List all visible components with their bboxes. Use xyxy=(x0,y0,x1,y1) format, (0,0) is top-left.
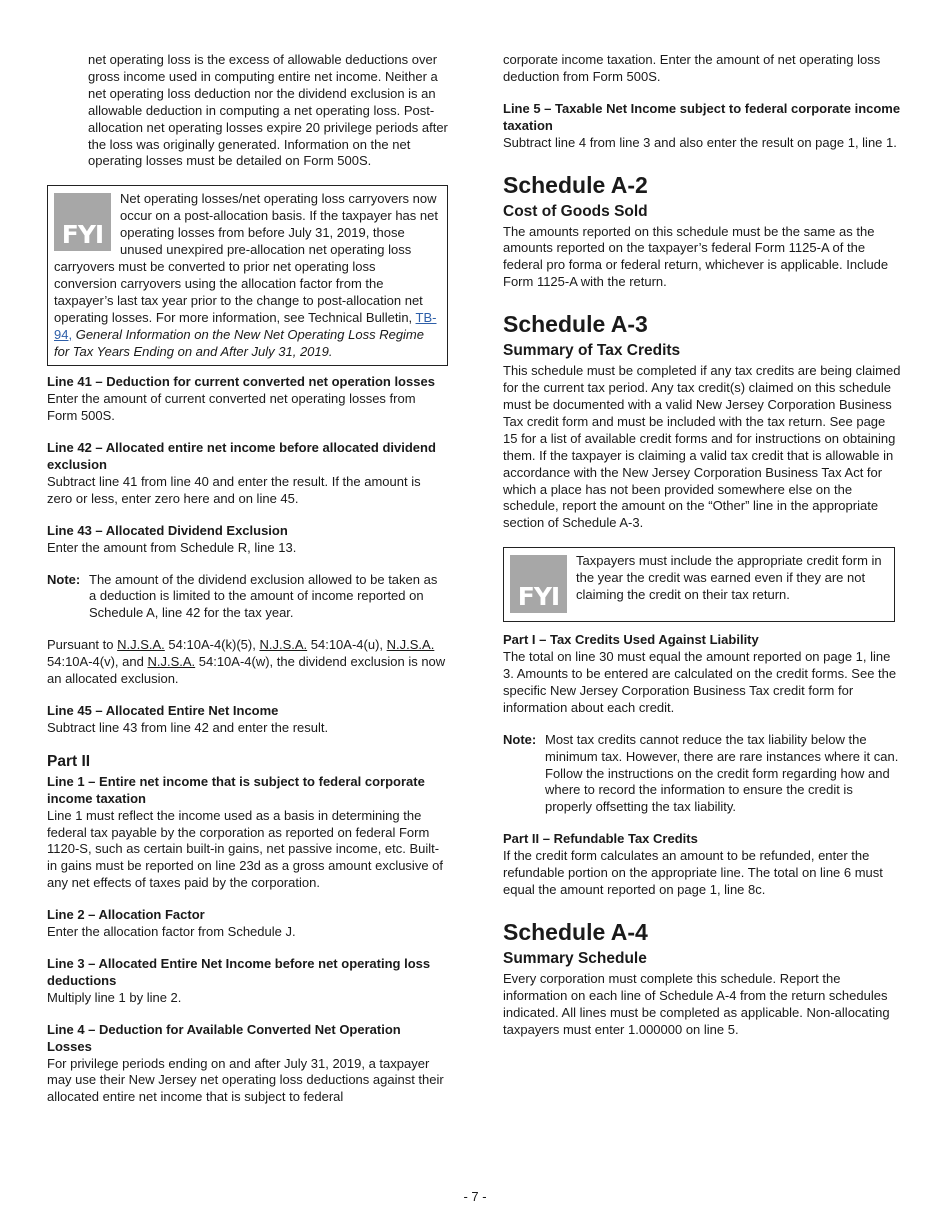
line-43-body: Enter the amount from Schedule R, line 13. xyxy=(47,539,297,555)
part2-line-3-title: Line 3 – Allocated Entire Net Income before net operating loss deductions xyxy=(47,955,431,988)
line-45-body: Subtract line 43 from line 42 and enter the result. xyxy=(47,719,329,735)
line-41-title: Line 41 – Deduction for current converted net operation losses xyxy=(47,374,435,390)
part2-line-4-body: For privilege periods ending on and after July 31, 2019, a taxpayer may use their New Jersey net operating loss deductions against their allocated entire net income that is subject to federal xyxy=(47,1055,444,1105)
part-ii-body: If the credit form calculates an amount to be refunded, enter the refundable portion on the appropriate line. The total on line 6 must equal the amount reported on page 1, line 8c. xyxy=(503,848,883,897)
page-number: - 7 - xyxy=(463,1189,487,1204)
part2-line-1-body: Line 1 must reflect the income used as a basis in determining the federal tax payable by the corporation as reported on federal Form 1120-S, such as certain built-in gains, net passive income, etc. Built-in gains must be reported on line 23d as a gross amount exclusive of any net effects of taxes paid by the corporation. xyxy=(47,807,444,891)
line-42-section xyxy=(47,440,448,508)
line-42-body: Subtract line 41 from line 40 and enter the result. If the amount is zero or less, enter zero here and on line 45. xyxy=(47,473,421,506)
schedule-a2-subheading: Cost of Goods Sold xyxy=(503,202,648,220)
line-41-section xyxy=(47,374,448,425)
part-i-section xyxy=(503,632,903,717)
part2-line-1-title: Line 1 – Entire net income that is subject to federal corporate income taxation xyxy=(47,773,425,806)
pursuant-paragraph: Pursuant to N.J.S.A. 54:10A-4(k)(5), N.J.S.A. 54:10A-4(u), N.J.S.A. 54:10A-4(v), and N.J.S.A. 54:10A-4(w), the dividend exclusion is now an allocated exclusion. xyxy=(47,637,446,687)
part2-line-4-title: Line 4 – Deduction for Available Converted Net Operation Losses xyxy=(47,1021,401,1054)
note-text: The amount of the dividend exclusion allowed to be taken as a deduction is limited to the amount of income reported on Schedule A, line 42 for the tax year. xyxy=(89,571,438,621)
part-i-title: Part I – Tax Credits Used Against Liability xyxy=(503,632,759,648)
left-column xyxy=(47,52,448,1121)
schedule-a2-body: The amounts reported on this schedule must be the same as the amounts reported on the taxpayer’s federal Form 1125-A of the federal pro forma or federal return, whichever is applicable. Include Form 1125-A with the return. xyxy=(503,223,889,290)
line-43-title: Line 43 – Allocated Dividend Exclusion xyxy=(47,522,288,538)
fyi-text: Taxpayers must include the appropriate credit form in the year the credit was earned even if they are not claiming the credit on their tax return. xyxy=(576,553,882,603)
part-ii-title: Part II – Refundable Tax Credits xyxy=(503,831,698,847)
tb-94-link[interactable]: TB-94, xyxy=(54,309,437,342)
nol-intro-paragraph: net operating loss is the excess of allowable deductions over gross income used in computing entire net income. Neither a net operating loss deduction nor the dividend exclusion is an allowable deduction in computing a net operating loss. Post-allocation net operating losses expire 20 privilege periods after the loss was originally generated. Information on the net operating losses must be detailed on Form 500S. xyxy=(88,52,448,169)
schedule-a3-heading: Schedule A-3 xyxy=(503,311,648,338)
part2-line-3-body: Multiply line 1 by line 2. xyxy=(47,989,182,1005)
fyi-bulletin-title: General Information on the New Net Operating Loss Regime for Tax Years Ending on and After July 31, 2019. xyxy=(54,326,424,359)
schedule-a2-heading: Schedule A-2 xyxy=(503,171,648,198)
part2-line-3-section xyxy=(47,956,448,1007)
line-45-title: Line 45 – Allocated Entire Net Income xyxy=(47,703,279,718)
fyi-box-credits xyxy=(503,547,895,622)
line-42-title: Line 42 – Allocated entire net income before allocated dividend exclusion xyxy=(47,440,436,473)
line-45-section xyxy=(47,703,448,737)
fyi-icon: FYI xyxy=(510,555,567,613)
line-41-body: Enter the amount of current converted net operating losses from Form 500S. xyxy=(47,391,416,424)
fyi-box-nol xyxy=(47,185,448,366)
part2-line-2-section xyxy=(47,907,448,941)
note-label: Note: xyxy=(47,571,81,587)
note-label: Note: xyxy=(503,731,537,747)
fyi-icon: FYI xyxy=(54,193,111,251)
right-column xyxy=(503,52,903,1054)
line-5-body: Subtract line 4 from line 3 and also enter the result on page 1, line 1. xyxy=(503,134,897,150)
line-5-title: Line 5 – Taxable Net Income subject to federal corporate income taxation xyxy=(503,100,901,133)
schedule-a3-subheading: Summary of Tax Credits xyxy=(503,342,681,360)
part2-line-1-section xyxy=(47,774,448,892)
part2-line-2-title: Line 2 – Allocation Factor xyxy=(47,907,205,923)
fyi-text: Net operating losses/net operating loss carryovers now occur on a post-allocation basis. If the taxpayer has net operating losses from before July 31, 2019, those unused unexpired pre-allocation net operating loss carryovers must be converted to prior net operating loss conversion carryovers using the allocation factor from the taxpayer’s last tax year prior to the change to post-allocation net operating losses. For more information, see Technical Bulletin, xyxy=(54,191,438,325)
part-i-body: The total on line 30 must equal the amount reported on page 1, line 3. Amounts to be entered are calculated on the credit forms. See the specific New Jersey Corporation Business Tax credit form for information about each credit. xyxy=(503,649,897,715)
note-text: Most tax credits cannot reduce the tax liability below the minimum tax. However, there are rare instances where it can. Follow the instructions on the credit form regarding how and where to record the information to ensure the credit is properly offsetting the tax liability. xyxy=(545,731,899,815)
dividend-note xyxy=(47,572,448,623)
schedule-a4-body: Every corporation must complete this schedule. Report the information on each line of Schedule A-4 from the return schedules indicated. All lines must be completed as applicable. Non-allocating taxpayers must enter 1.000000 on line 5. xyxy=(503,970,890,1037)
part-ii-section xyxy=(503,831,903,899)
line-4-continuation: corporate income taxation. Enter the amount of net operating loss deduction from Form 500S. xyxy=(503,52,881,84)
credit-note xyxy=(503,732,903,817)
part-ii-heading: Part II xyxy=(47,752,91,770)
schedule-a3-body: This schedule must be completed if any tax credits are being claimed for the current tax period. Any tax credit(s) claimed on this schedule must be documented with a valid New Jersey Corporation Business Tax credit form and must be included with the tax return. See page 15 for a list of available credit forms and for instructions on obtaining them. If the taxpayer is claiming a valid tax credit that is allowable in accordance with the New Jersey Corporation Business Tax Act for which a place has not been provided somewhere else on the schedule, report the amount on the “Other” line in the appropriate section of Schedule A-3. xyxy=(503,363,901,531)
part2-line-4-section xyxy=(47,1022,448,1107)
schedule-a4-subheading: Summary Schedule xyxy=(503,949,647,967)
line-5-section xyxy=(503,101,903,152)
part2-line-2-body: Enter the allocation factor from Schedule J. xyxy=(47,924,296,940)
schedule-a4-heading: Schedule A-4 xyxy=(503,918,648,945)
line-43-section xyxy=(47,523,448,557)
